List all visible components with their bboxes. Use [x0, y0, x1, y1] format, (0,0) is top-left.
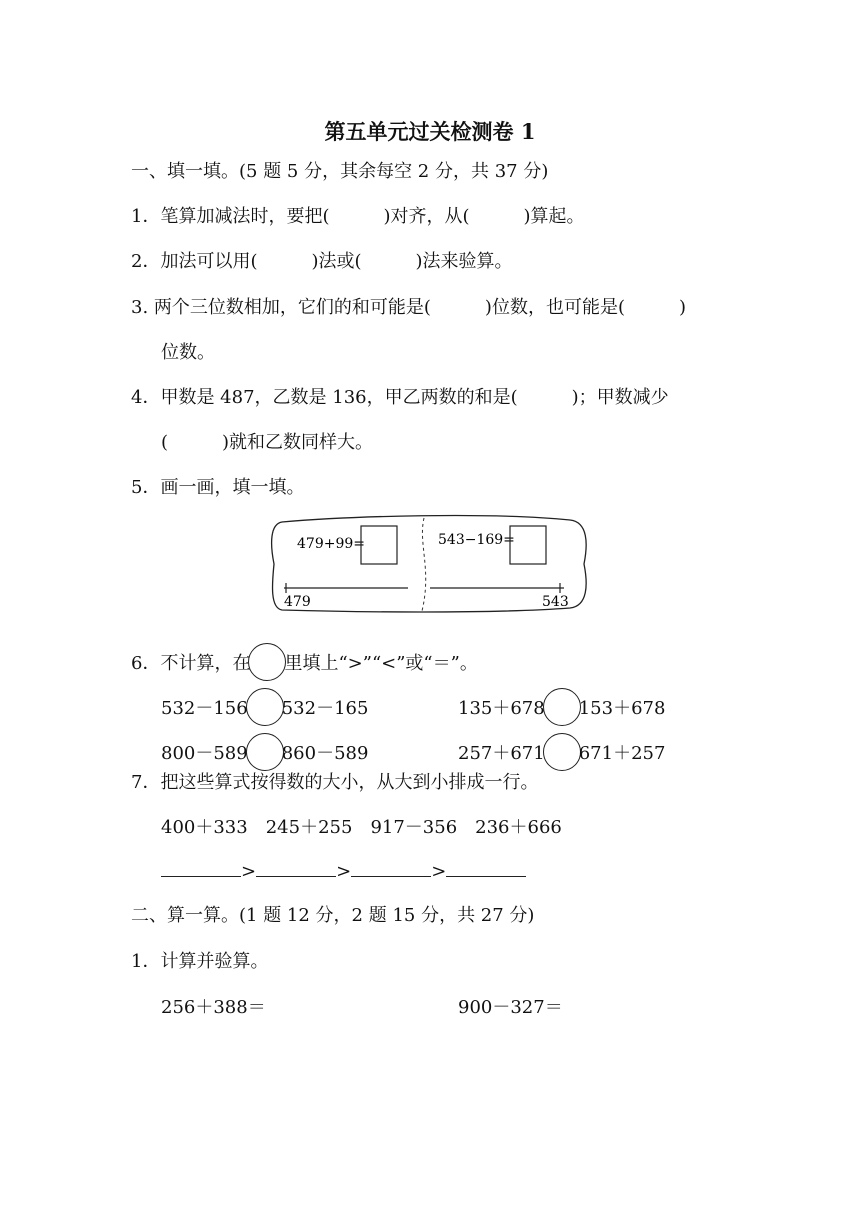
compare-right: 671＋257 [578, 743, 666, 764]
q3-text-b: )位数，也可能是( [484, 297, 625, 318]
s2-question-1: 1．计算并验算。 [131, 951, 269, 972]
s2-calc-left: 256＋388＝ [161, 997, 266, 1018]
question-3 [131, 296, 686, 320]
compare-item-2 [458, 688, 665, 726]
compare-right: 153＋678 [578, 698, 666, 719]
q3-text-c: ) [678, 297, 686, 318]
q4-text-c: ( [161, 432, 169, 453]
q1-text-c: )算起。 [523, 206, 585, 227]
question-4 [131, 386, 669, 410]
q7-expr: 917－356 [370, 817, 458, 838]
divider-dashed [422, 518, 426, 611]
question-5: 5．画一画，填一填。 [131, 477, 305, 498]
gt-sign: > [241, 861, 257, 882]
number-line-figure [270, 514, 588, 618]
q3-text-a: 3. 两个三位数相加，它们的和可能是( [131, 297, 431, 318]
question-7: 7．把这些算式按得数的大小，从大到小排成一行。 [131, 772, 539, 793]
q7-expr: 245＋255 [265, 817, 353, 838]
page-title: 第五单元过关检测卷 1 [324, 119, 536, 144]
q4-text-a: 4．甲数是 487，乙数是 136，甲乙两数的和是( [131, 387, 518, 408]
number-line-svg [270, 514, 588, 614]
q2-text-a: 2．加法可以用( [131, 251, 258, 272]
compare-item-3 [161, 733, 368, 771]
expr-right: 543−169= [438, 532, 515, 548]
s2-calc-right: 900－327＝ [458, 997, 563, 1018]
answer-underline[interactable] [446, 858, 526, 877]
gt-sign: > [336, 861, 352, 882]
q4-text-b: )；甲数减少 [571, 387, 669, 408]
q7-answer-line [161, 858, 526, 884]
answer-box-left[interactable] [361, 526, 397, 564]
q7-expr: 236＋666 [475, 817, 562, 838]
answer-box-right[interactable] [510, 526, 546, 564]
answer-underline[interactable] [161, 858, 241, 877]
section1-heading: 一、填一填。(5 题 5 分，其余每空 2 分，共 37 分) [131, 161, 549, 182]
compare-circle[interactable] [543, 688, 581, 726]
q7-expr: 400＋333 [161, 817, 248, 838]
number-left: 479 [284, 594, 311, 610]
compare-item-4 [458, 733, 665, 771]
compare-item-1 [161, 688, 368, 726]
q1-text-b: )对齐，从( [383, 206, 470, 227]
q6-text-b: 里填上“>”“<”或“＝”。 [284, 653, 478, 674]
q7-expressions [161, 816, 562, 840]
answer-underline[interactable] [351, 858, 431, 877]
expr-left: 479+99= [297, 536, 365, 552]
question-3-cont: 位数。 [161, 342, 215, 363]
compare-right: 532－165 [281, 698, 369, 719]
compare-circle[interactable] [248, 643, 286, 681]
q2-text-c: )法来验算。 [415, 251, 513, 272]
compare-circle[interactable] [543, 733, 581, 771]
question-1 [131, 205, 585, 229]
q2-text-b: )法或( [311, 251, 362, 272]
compare-right: 860－589 [281, 743, 369, 764]
number-right: 543 [542, 594, 569, 610]
section2-heading: 二、算一算。(1 题 12 分，2 题 15 分，共 27 分) [131, 905, 535, 926]
gt-sign: > [431, 861, 447, 882]
compare-left: 800－589 [161, 743, 248, 764]
q6-text-a: 6．不计算，在 [131, 653, 251, 674]
compare-left: 135＋678 [458, 698, 545, 719]
question-2 [131, 250, 513, 274]
compare-left: 257＋671 [458, 743, 545, 764]
question-4-cont [161, 431, 373, 455]
question-6 [131, 643, 478, 681]
q1-text-a: 1．笔算加减法时，要把( [131, 206, 330, 227]
compare-circle[interactable] [246, 733, 284, 771]
compare-circle[interactable] [246, 688, 284, 726]
answer-underline[interactable] [256, 858, 336, 877]
q4-text-d: )就和乙数同样大。 [222, 432, 374, 453]
compare-left: 532－156 [161, 698, 248, 719]
